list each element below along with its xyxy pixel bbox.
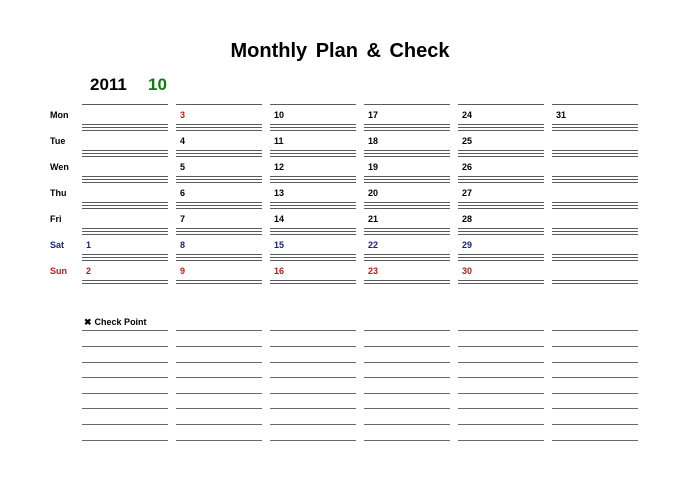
check-line [458, 377, 544, 378]
cell-bottom-line [552, 153, 638, 154]
cell-bottom-line [364, 124, 450, 125]
cell-top-line [176, 208, 262, 209]
cell-bottom-line [364, 202, 450, 203]
check-line [364, 330, 450, 331]
check-line [82, 362, 168, 363]
cell-bottom-line [552, 150, 638, 151]
date-cell[interactable]: 18 [368, 136, 379, 146]
cell-bottom-line [458, 202, 544, 203]
date-cell[interactable]: 26 [462, 162, 473, 172]
cell-bottom-line [82, 283, 168, 284]
date-cell[interactable]: 23 [368, 266, 379, 276]
page-title: Monthly Plan & Check [230, 40, 450, 62]
check-line [458, 424, 544, 425]
cell-top-line [364, 182, 450, 183]
date-cell[interactable]: 30 [462, 266, 473, 276]
cell-bottom-line [364, 127, 450, 128]
check-line [458, 440, 544, 441]
cell-bottom-line [176, 150, 262, 151]
check-line [176, 330, 262, 331]
cell-bottom-line [270, 176, 356, 177]
cell-bottom-line [176, 153, 262, 154]
check-line [364, 424, 450, 425]
cell-bottom-line [364, 179, 450, 180]
cell-bottom-line [364, 228, 450, 229]
cell-top-line [176, 130, 262, 131]
day-label-thu: Thu [50, 188, 67, 198]
date-cell[interactable]: 21 [368, 214, 379, 224]
cell-top-line [364, 260, 450, 261]
check-line [270, 440, 356, 441]
date-cell[interactable]: 1 [86, 240, 92, 250]
check-line [364, 362, 450, 363]
cell-bottom-line [82, 205, 168, 206]
cell-bottom-line [176, 202, 262, 203]
date-cell[interactable]: 22 [368, 240, 379, 250]
cell-bottom-line [364, 153, 450, 154]
date-cell[interactable]: 13 [274, 188, 285, 198]
cell-top-line [176, 260, 262, 261]
date-cell[interactable]: 4 [180, 136, 186, 146]
check-line [270, 424, 356, 425]
cell-bottom-line [458, 228, 544, 229]
cell-top-line [458, 234, 544, 235]
cell-bottom-line [176, 231, 262, 232]
cell-bottom-line [364, 280, 450, 281]
cell-bottom-line [458, 153, 544, 154]
date-cell[interactable]: 10 [274, 110, 285, 120]
check-line [552, 362, 638, 363]
date-cell[interactable]: 9 [180, 266, 186, 276]
cell-bottom-line [176, 176, 262, 177]
check-line [458, 362, 544, 363]
cell-top-line [364, 130, 450, 131]
cell-top-line [82, 104, 168, 105]
date-cell[interactable]: 27 [462, 188, 473, 198]
cell-bottom-line [552, 231, 638, 232]
check-line [176, 424, 262, 425]
cell-bottom-line [270, 202, 356, 203]
cell-bottom-line [270, 283, 356, 284]
cell-top-line [270, 182, 356, 183]
date-cell[interactable]: 16 [274, 266, 285, 276]
cell-top-line [364, 234, 450, 235]
check-line [82, 424, 168, 425]
cell-bottom-line [364, 254, 450, 255]
cell-top-line [270, 234, 356, 235]
cell-bottom-line [270, 257, 356, 258]
cell-bottom-line [458, 254, 544, 255]
check-line [458, 346, 544, 347]
cell-bottom-line [552, 280, 638, 281]
cell-top-line [552, 260, 638, 261]
cell-bottom-line [552, 202, 638, 203]
cell-top-line [458, 130, 544, 131]
cell-bottom-line [458, 283, 544, 284]
check-line [176, 346, 262, 347]
check-line [82, 408, 168, 409]
cell-bottom-line [552, 179, 638, 180]
check-line [270, 393, 356, 394]
date-cell[interactable]: 20 [368, 188, 379, 198]
check-line [552, 393, 638, 394]
day-label-wen: Wen [50, 162, 69, 172]
cell-top-line [270, 130, 356, 131]
date-cell[interactable]: 3 [180, 110, 186, 120]
cell-top-line [364, 104, 450, 105]
cell-bottom-line [82, 153, 168, 154]
check-line [552, 330, 638, 331]
check-line [364, 393, 450, 394]
cell-top-line [82, 234, 168, 235]
check-line [552, 377, 638, 378]
cell-bottom-line [270, 205, 356, 206]
cell-top-line [176, 104, 262, 105]
cell-top-line [82, 182, 168, 183]
date-cell[interactable]: 31 [556, 110, 567, 120]
cell-bottom-line [82, 202, 168, 203]
cell-top-line [82, 130, 168, 131]
cell-top-line [552, 234, 638, 235]
cell-bottom-line [82, 150, 168, 151]
cell-bottom-line [552, 228, 638, 229]
check-line [176, 377, 262, 378]
cell-bottom-line [82, 127, 168, 128]
cell-bottom-line [458, 179, 544, 180]
check-line [270, 330, 356, 331]
check-line [552, 408, 638, 409]
check-line [270, 377, 356, 378]
date-cell[interactable]: 2 [86, 266, 92, 276]
date-cell[interactable]: 19 [368, 162, 379, 172]
cell-bottom-line [270, 280, 356, 281]
cell-top-line [270, 260, 356, 261]
cell-top-line [552, 156, 638, 157]
check-line [364, 440, 450, 441]
check-line [364, 408, 450, 409]
cell-bottom-line [458, 205, 544, 206]
cell-top-line [364, 156, 450, 157]
cell-bottom-line [176, 124, 262, 125]
date-cell[interactable]: 15 [274, 240, 285, 250]
cell-bottom-line [364, 205, 450, 206]
check-line [176, 362, 262, 363]
check-line [552, 346, 638, 347]
cell-top-line [458, 182, 544, 183]
day-label-tue: Tue [50, 136, 66, 146]
check-line [270, 362, 356, 363]
cell-bottom-line [270, 231, 356, 232]
date-cell[interactable]: 24 [462, 110, 473, 120]
cell-bottom-line [176, 283, 262, 284]
check-line [82, 393, 168, 394]
cell-bottom-line [364, 176, 450, 177]
cell-top-line [176, 156, 262, 157]
day-label-sun: Sun [50, 266, 67, 276]
date-cell[interactable]: 14 [274, 214, 285, 224]
cell-bottom-line [364, 283, 450, 284]
cell-bottom-line [176, 228, 262, 229]
cell-top-line [458, 208, 544, 209]
check-line [458, 330, 544, 331]
date-cell[interactable]: 11 [274, 136, 284, 146]
check-point-label: Check Point [94, 317, 147, 327]
cell-bottom-line [82, 176, 168, 177]
year-label: 2011 [90, 75, 127, 94]
cell-bottom-line [552, 257, 638, 258]
cell-bottom-line [270, 150, 356, 151]
cell-bottom-line [270, 179, 356, 180]
cell-bottom-line [82, 228, 168, 229]
cell-top-line [270, 104, 356, 105]
cross-icon: ✖ [84, 317, 92, 327]
cell-bottom-line [458, 124, 544, 125]
cell-bottom-line [270, 153, 356, 154]
check-line [458, 408, 544, 409]
check-point-heading [84, 317, 147, 328]
cell-bottom-line [270, 127, 356, 128]
check-line [82, 346, 168, 347]
cell-bottom-line [82, 257, 168, 258]
cell-bottom-line [176, 254, 262, 255]
day-label-mon: Mon [50, 110, 69, 120]
month-label: 10 [148, 75, 167, 94]
cell-bottom-line [270, 254, 356, 255]
cell-bottom-line [364, 231, 450, 232]
cell-bottom-line [458, 150, 544, 151]
date-cell[interactable]: 7 [180, 214, 186, 224]
cell-top-line [458, 104, 544, 105]
cell-top-line [270, 156, 356, 157]
cell-bottom-line [82, 254, 168, 255]
cell-top-line [82, 208, 168, 209]
cell-top-line [552, 208, 638, 209]
check-line [82, 377, 168, 378]
cell-bottom-line [552, 254, 638, 255]
date-cell[interactable]: 29 [462, 240, 473, 250]
date-cell[interactable]: 17 [368, 110, 379, 120]
check-line [458, 393, 544, 394]
check-line [552, 424, 638, 425]
cell-bottom-line [364, 150, 450, 151]
check-line [176, 393, 262, 394]
cell-top-line [458, 260, 544, 261]
cell-bottom-line [176, 179, 262, 180]
date-cell[interactable]: 25 [462, 136, 473, 146]
cell-bottom-line [458, 231, 544, 232]
date-cell[interactable]: 5 [180, 162, 186, 172]
cell-top-line [82, 156, 168, 157]
check-line [364, 377, 450, 378]
cell-bottom-line [552, 124, 638, 125]
cell-top-line [458, 156, 544, 157]
check-line [82, 330, 168, 331]
cell-bottom-line [82, 280, 168, 281]
cell-bottom-line [458, 257, 544, 258]
cell-bottom-line [270, 124, 356, 125]
cell-bottom-line [364, 257, 450, 258]
cell-bottom-line [458, 176, 544, 177]
check-line [552, 440, 638, 441]
day-label-fri: Fri [50, 214, 62, 224]
cell-bottom-line [458, 280, 544, 281]
cell-top-line [176, 234, 262, 235]
cell-bottom-line [552, 283, 638, 284]
cell-top-line [552, 104, 638, 105]
cell-bottom-line [552, 176, 638, 177]
cell-bottom-line [458, 127, 544, 128]
cell-top-line [270, 208, 356, 209]
cell-top-line [552, 130, 638, 131]
cell-bottom-line [82, 179, 168, 180]
cell-bottom-line [176, 127, 262, 128]
check-line [176, 440, 262, 441]
check-line [176, 408, 262, 409]
cell-bottom-line [552, 127, 638, 128]
cell-bottom-line [552, 205, 638, 206]
cell-top-line [176, 182, 262, 183]
cell-bottom-line [176, 257, 262, 258]
date-cell[interactable]: 8 [180, 240, 186, 250]
date-cell[interactable]: 12 [274, 162, 285, 172]
day-label-sat: Sat [50, 240, 65, 250]
cell-bottom-line [270, 228, 356, 229]
cell-top-line [82, 260, 168, 261]
check-line [270, 346, 356, 347]
date-cell[interactable]: 6 [180, 188, 186, 198]
check-line [364, 346, 450, 347]
cell-bottom-line [82, 124, 168, 125]
date-cell[interactable]: 28 [462, 214, 473, 224]
cell-bottom-line [82, 231, 168, 232]
cell-bottom-line [176, 205, 262, 206]
cell-top-line [552, 182, 638, 183]
cell-bottom-line [176, 280, 262, 281]
cell-top-line [364, 208, 450, 209]
check-line [82, 440, 168, 441]
check-line [270, 408, 356, 409]
